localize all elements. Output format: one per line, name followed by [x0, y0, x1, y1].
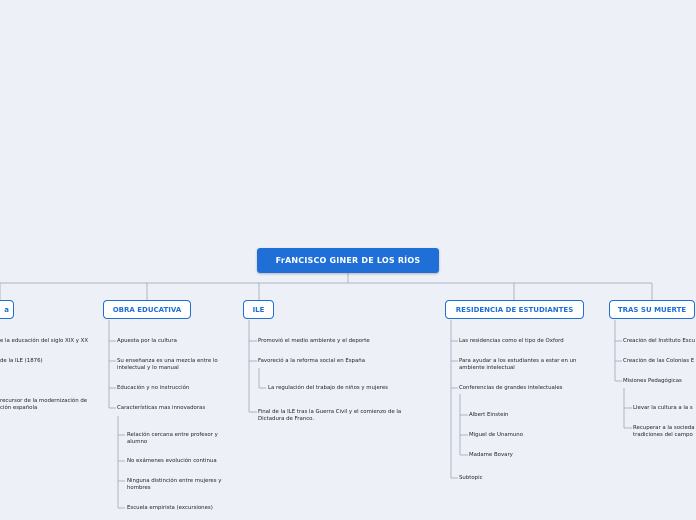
topic-item[interactable]: Creación del Instituto Escu — [623, 338, 695, 344]
subtopic-item[interactable]: Escuela empirista (excursiones) — [127, 505, 213, 511]
topic-item[interactable]: Final de la ILE tras la Guerra Civil y el comienzo de la Dictadura de Franco. — [258, 409, 402, 422]
topic-item[interactable]: Misiones Pedagógicas — [623, 378, 682, 384]
branch-node-ile[interactable] — [243, 300, 274, 319]
branch-label: OBRA EDUCATIVA — [112, 305, 182, 314]
branch-label: ILE — [252, 305, 265, 314]
branch-label: RESIDENCIA DE ESTUDIANTES — [455, 305, 574, 314]
branch-node-residencia-de-estudiantes[interactable] — [445, 300, 584, 319]
topic-item[interactable]: Subtopic — [459, 475, 483, 481]
topic-item[interactable]: Las residencias como el tipo de Oxford — [459, 338, 564, 344]
subtopic-item[interactable]: La regulación del trabajo de niños y mujeres — [268, 385, 388, 391]
branch-node-left-cut[interactable] — [0, 300, 14, 319]
subtopic-item[interactable]: Madame Bovary — [469, 452, 513, 458]
topic-item[interactable]: Favoreció a la reforma social en España — [258, 358, 366, 364]
topic-item[interactable]: Creación de las Colonias E — [623, 358, 695, 364]
central-topic-node[interactable] — [257, 248, 439, 273]
topic-item[interactable]: Para ayudar a los estudiantes a estar en un ambiente intelectual — [459, 358, 577, 371]
subtopic-item[interactable]: No exámenes evolución continua — [127, 458, 217, 464]
subtopic-item[interactable]: Llevar la cultura a la s — [633, 405, 693, 411]
topic-item[interactable]: de la ILE (1876) — [0, 358, 43, 364]
topic-item[interactable]: Características mas innovadoras — [117, 405, 206, 411]
subtopic-item[interactable]: Recuperar a la socieda tradiciones del campo — [633, 425, 695, 438]
central-topic-label: FrANCISCO GINER DE LOS RÍOS — [275, 256, 421, 265]
topic-item[interactable]: Su enseñanza es una mezcla entre lo intelectual y lo manual — [117, 358, 218, 371]
branch-node-tras-su-muerte[interactable] — [609, 300, 695, 319]
subtopic-item[interactable]: Relación cercana entre profesor y alumno — [127, 432, 218, 445]
topic-item[interactable]: Promovió el medio ambiente y el deporte — [258, 338, 370, 344]
topic-item[interactable]: recursor de la modernización de ción española — [0, 398, 88, 411]
branch-node-obra-educativa[interactable] — [103, 300, 191, 319]
topic-item[interactable]: Apuesta por la cultura — [117, 338, 177, 344]
subtopic-item[interactable]: Miguel de Unamuno — [469, 432, 524, 438]
branch-label: a — [4, 305, 9, 314]
topic-item[interactable]: Educación y no instrucción — [117, 385, 190, 391]
topic-item[interactable]: e la educación del siglo XIX y XX — [0, 338, 89, 344]
topic-item[interactable]: Conferencias de grandes intelectuales — [459, 385, 563, 391]
subtopic-item[interactable]: Ninguna distinción entre mujeres y hombres — [127, 478, 222, 491]
branch-label: TRAS SU MUERTE — [617, 305, 687, 314]
subtopic-item[interactable]: Albert Einstein — [469, 412, 509, 418]
